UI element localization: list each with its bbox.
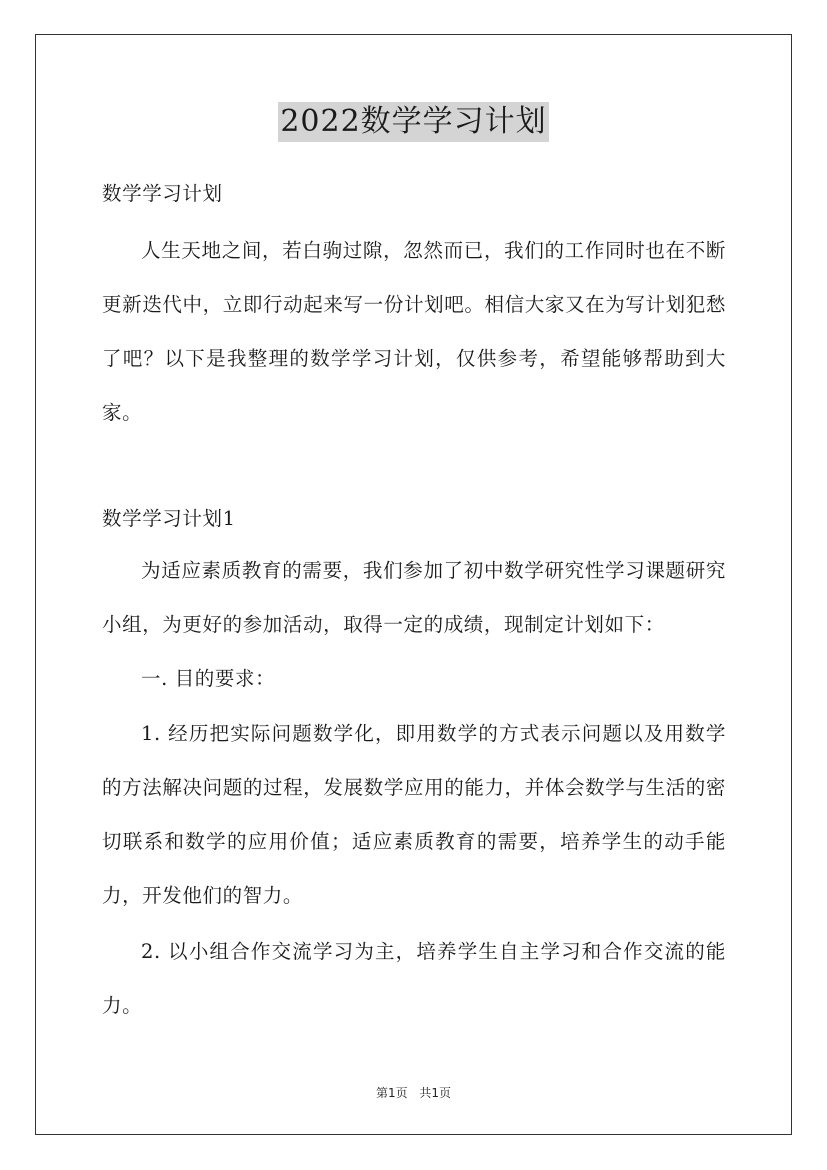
title-container xyxy=(0,102,827,142)
section-heading-goals: 一. 目的要求： xyxy=(141,667,276,690)
page-number: 第1页 xyxy=(375,1086,408,1100)
intro-paragraph: 人生天地之间，若白驹过隙，忽然而已，我们的工作同时也在不断更新迭代中，立即行动起来写一份计划吧。相信大家又在为写计划犯愁了吧？以下是我整理的数学学习计划，仅供参考，希望能够帮助到大家。 xyxy=(102,239,726,424)
document-title: 2022数学学习计划 xyxy=(278,102,548,142)
section-heading: 数学学习计划 xyxy=(102,182,223,205)
list-item: 1. 经历把实际问题数学化，即用数学的方式表示问题以及用数学的方法解决问题的过程，发展数学应用的能力，并体会数学与生活的密切联系和数学的应用价值；适应素质教育的需要，培养学生的动手能力，开发他们的智力。 xyxy=(102,722,726,907)
page-total: 共1页 xyxy=(419,1086,452,1100)
plan-paragraph: 为适应素质教育的需要，我们参加了初中数学研究性学习课题研究小组，为更好的参加活动，取得一定的成绩，现制定计划如下： xyxy=(102,559,726,636)
plan-heading: 数学学习计划1 xyxy=(102,507,236,530)
list-item: 2. 以小组合作交流学习为主，培养学生自主学习和合作交流的能力。 xyxy=(102,940,726,1017)
page-footer xyxy=(0,1084,827,1101)
